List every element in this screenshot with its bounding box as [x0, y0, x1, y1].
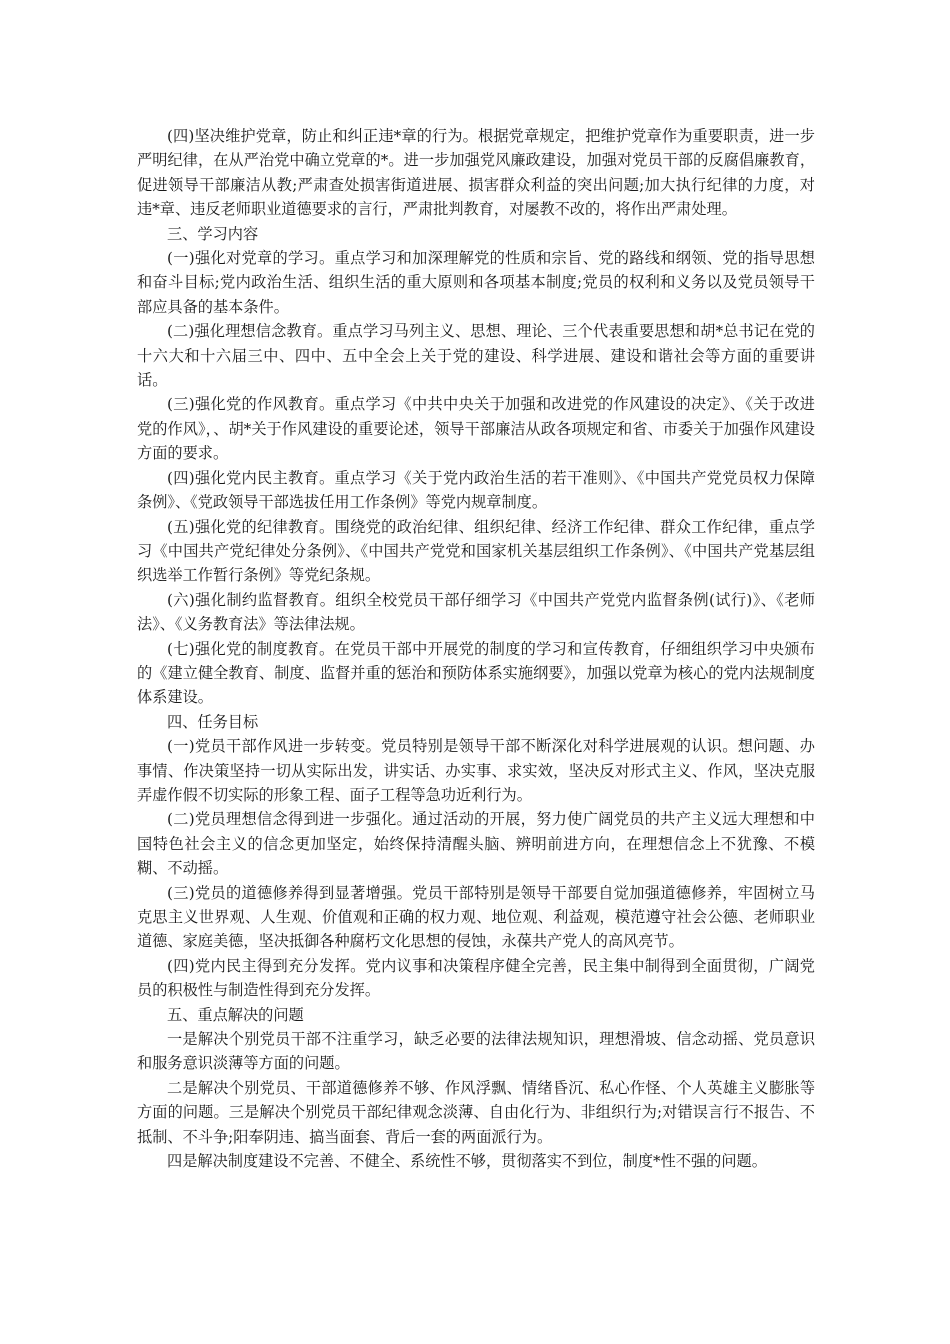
- paragraph-maintain-party-constitution: (四)坚决维护党章，防止和纠正违*章的行为。根据党章规定，把维护党章作为重要职责，进一步严明纪律，在从严治党中确立党章的*。进一步加强党风廉政建设，加强对党员干部的反腐倡廉教育，促进领导干部廉洁从教;严肃查处损害街道进展、损害群众利益的突出问题;加大执行纪律的力度，对违*章、违反老师职业道德要求的言行，严肃批判教育，对屡教不改的，将作出严肃处理。: [137, 127, 815, 219]
- paragraph-supervision-education: (六)强化制约监督教育。组织全校党员干部仔细学习《中国共产党党内监督条例(试行)》、《老师法》、《义务教育法》等法律法规。: [137, 590, 815, 634]
- document-body: [137, 124, 815, 1173]
- paragraph-problem-one: 一是解决个别党员干部不注重学习，缺乏必要的法律法规知识，理想滑坡、信念动摇、党员意识和服务意识淡薄等方面的问题。: [137, 1030, 815, 1073]
- section-heading-key-problems: 五、重点解决的问题: [167, 1005, 304, 1024]
- paragraph-inner-party-democracy: (四)强化党内民主教育。重点学习《关于党内政治生活的若干准则》、《中国共产党党员权力保障条例》、《党政领导干部选拔任用工作条例》等党内规章制度。: [137, 468, 815, 512]
- paragraph-ideals-education: (二)强化理想信念教育。重点学习马列主义、思想、理论、三个代表重要思想和胡*总书记在党的十六大和十六届三中、四中、五中全会上关于党的建设、科学进展、建设和谐社会等方面的重要讲话。: [137, 322, 815, 390]
- paragraph-goal-ideals: (二)党员理想信念得到进一步强化。通过活动的开展，努力使广阔党员的共产主义远大理想和中国特色社会主义的信念更加坚定，始终保持清醒头脑、辨明前进方向，在理想信念上不犹豫、不模糊、不动摇。: [137, 810, 815, 878]
- paragraph-problem-two-three: 二是解决个别党员、干部道德修养不够、作风浮飘、情绪昏沉、私心作怪、个人英雄主义膨胀等方面的问题。三是解决个别党员干部纪律观念淡薄、自由化行为、非组织行为;对错误言行不报告、不抵制、不斗争;阳奉阴违、搞当面套、背后一套的两面派行为。: [137, 1078, 815, 1146]
- section-heading-study-content: 三、学习内容: [167, 224, 259, 243]
- paragraph-institution-education: (七)强化党的制度教育。在党员干部中开展党的制度的学习和宣传教育，仔细组织学习中央颁布的《建立健全教育、制度、监督并重的惩治和预防体系实施纲要》，加强以党章为核心的党内法规制度体系建设。: [137, 639, 815, 707]
- paragraph-discipline-education: (五)强化党的纪律教育。围绕党的政治纪律、组织纪律、经济工作纪律、群众工作纪律，重点学习《中国共产党纪律处分条例》、《中国共产党党和国家机关基层组织工作条例》、《中国共产党基层组织选举工作暂行条例》等党纪条规。: [137, 517, 815, 585]
- section-heading-task-goals: 四、任务目标: [167, 712, 259, 731]
- paragraph-goal-work-style: (一)党员干部作风进一步转变。党员特别是领导干部不断深化对科学进展观的认识。想问题、办事情、作决策坚持一切从实际出发，讲实话、办实事、求实效，坚决反对形式主义、作风，坚决克服弄虚作假不切实际的形象工程、面子工程等急功近利行为。: [137, 737, 815, 804]
- paragraph-work-style-education: (三)强化党的作风教育。重点学习《中共中央关于加强和改进党的作风建设的决定》、《关于改进党的作风》，、胡*关于作风建设的重要论述，领导干部廉洁从政各项规定和省、市委关于加强作风建设方面的要求。: [137, 395, 815, 463]
- paragraph-goal-morality: (三)党员的道德修养得到显著增强。党员干部特别是领导干部要自觉加强道德修养，牢固树立马克思主义世界观、人生观、价值观和正确的权力观、地位观、利益观，模范遵守社会公德、老师职业道德、家庭美德，坚决抵御各种腐朽文化思想的侵蚀，永葆共产党人的高风亮节。: [137, 883, 815, 951]
- paragraph-study-constitution: (一)强化对党章的学习。重点学习和加深理解党的性质和宗旨、党的路线和纲领、党的指导思想和奋斗目标;党内政治生活、组织生活的重大原则和各项基本制度;党员的权利和义务以及党员领导干部应具备的基本条件。: [137, 249, 815, 316]
- paragraph-goal-democracy: (四)党内民主得到充分发挥。党内议事和决策程序健全完善，民主集中制得到全面贯彻，广阔党员的积极性与制造性得到充分发挥。: [137, 956, 815, 1000]
- paragraph-problem-four: 四是解决制度建设不完善、不健全、系统性不够，贯彻落实不到位，制度*性不强的问题。: [167, 1152, 767, 1171]
